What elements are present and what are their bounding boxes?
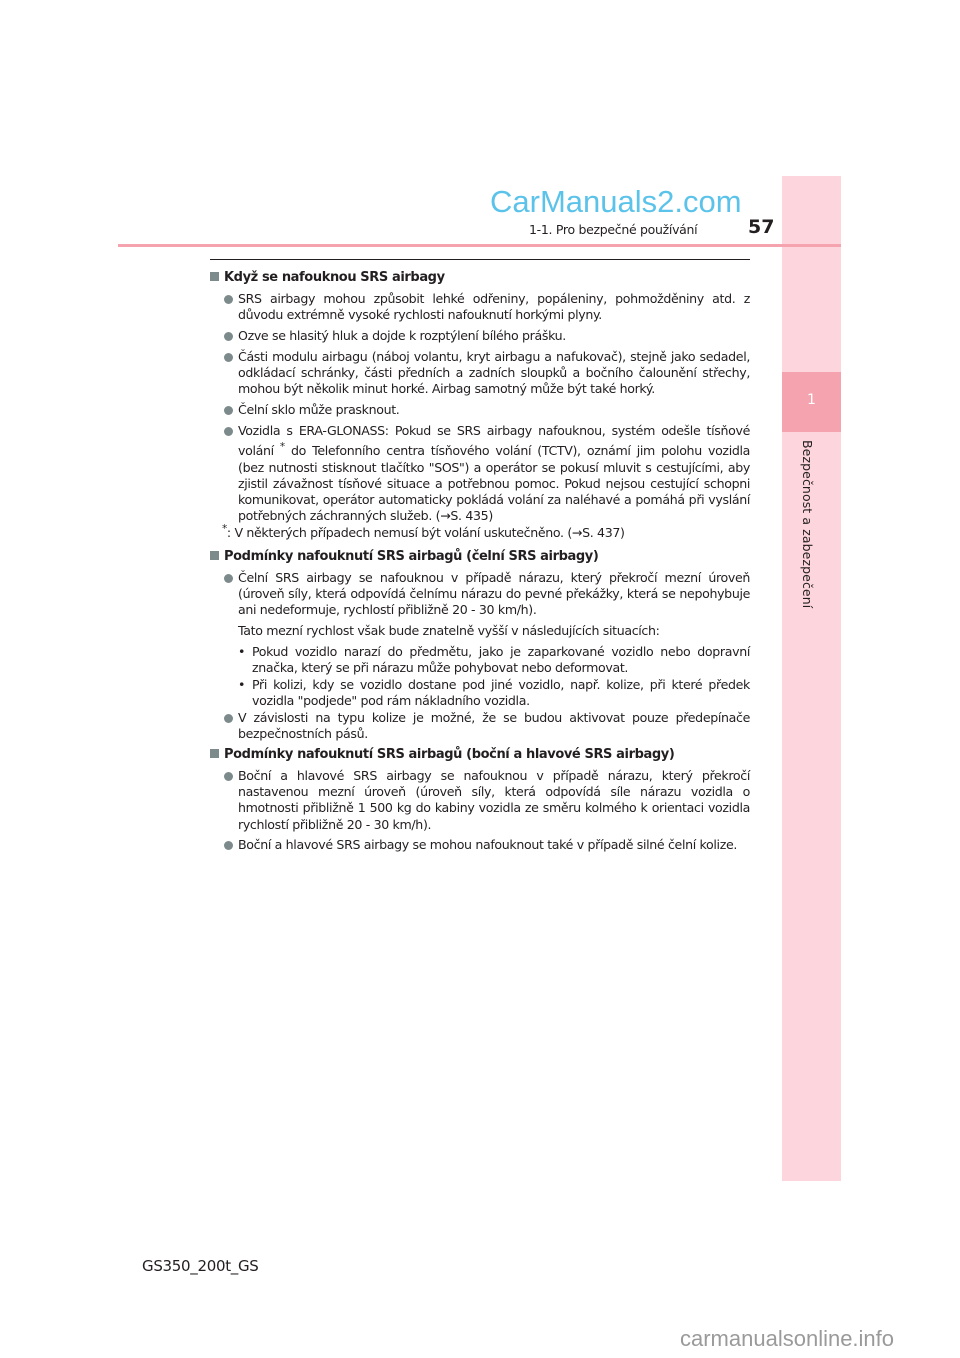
bullet-item [238, 710, 750, 742]
sub-item [238, 677, 750, 709]
heading [210, 270, 750, 285]
bullet-item [238, 291, 750, 323]
bullet-icon [224, 714, 233, 723]
section-title: 1-1. Pro bezpečné používání [529, 222, 698, 237]
bullet-text: Ozve se hlasitý hluk a dojde k rozptýlení bílého prášku. [238, 328, 566, 343]
bullet-text: SRS airbagy mohou způsobit lehké odřeniny, popáleniny, pohmožděniny atd. z důvodu extrémně vysoké rychlosti nafouknutí horkými plyny. [238, 291, 750, 323]
sub-item [238, 644, 750, 676]
bullet-item [238, 349, 750, 398]
sub-text: Pokud vozidlo narazí do předmětu, jako je zaparkované vozidlo nebo dopravní značka, který se při nárazu může pohybovat nebo deformovat. [252, 644, 750, 676]
sub-bullet: • [238, 644, 246, 659]
footnote-text: : V některých případech nemusí být volání uskutečněno. (→S. 437) [226, 525, 625, 541]
content-rule [210, 259, 750, 260]
bullet-icon [224, 406, 233, 415]
heading-text: Podmínky nafouknutí SRS airbagů (boční a hlavové SRS airbagy) [224, 747, 675, 762]
bullet-item [238, 402, 750, 418]
bullet-icon [224, 574, 233, 583]
square-bullet-icon [210, 749, 219, 758]
square-bullet-icon [210, 272, 219, 281]
bullet-text: Čelní SRS airbagy se nafouknou v případě nárazu, který překročí mezní úroveň (úroveň síly, která odpovídá čelnímu nárazu do pevné překážky, která se nepohybuje ani nedeformuje, rychlostí přibližně 20 - 30 km/h). [238, 570, 750, 618]
bullet-text: Čelní sklo může prasknout. [238, 402, 400, 417]
paragraph: Tato mezní rychlost však bude znatelně vyšší v následujících situacích: [238, 623, 660, 638]
bullet-text: Vozidla s ERA-GLONASS: Pokud se SRS airbagy nafouknou, systém odešle tísňové volání [238, 423, 750, 459]
sub-text: Při kolizi, kdy se vozidlo dostane pod jiné vozidlo, např. kolize, při které předek vozidla "podjede" pod rám nákladního vozidla. [252, 677, 750, 709]
bullet-icon [224, 353, 233, 362]
bullet-text: Boční a hlavové SRS airbagy se nafouknou v případě nárazu, který překročí nastavenou mezní úroveň (úroveň síly, která odpovídá síle nárazu vozidla o hmotnosti přibližně 1 500 kg do kabiny vozidla ze směru kolmého k orientaci vozidla rychlostí přibližně 20 - 30 km/h). [238, 768, 750, 832]
bullet-text: Části modulu airbagu (náboj volantu, kryt airbagu a nafukovač), stejně jako sedadel, odkládací schránky, části předních a zadních sloupků a bočního čalounění střechy, mohou být několik minut horké. Airbag samotný může být také horký. [238, 349, 750, 397]
bullet-icon [224, 427, 233, 436]
bullet-item [238, 423, 750, 524]
heading [210, 549, 750, 564]
bullet-icon [224, 841, 233, 850]
footnote-ref: * [279, 441, 285, 454]
chapter-title: Bezpečnost a zabezpečení [800, 440, 815, 609]
bullet-icon [224, 772, 233, 781]
bullet-text: V závislosti na typu kolize je možné, že se budou aktivovat pouze předepínače bezpečnostních pásů. [238, 710, 750, 742]
sub-bullet: • [238, 677, 246, 692]
watermark-logo: CarManuals2.com [490, 184, 742, 219]
bullet-text: Boční a hlavové SRS airbagy se mohou nafouknout také v případě silné čelní kolize. [238, 837, 738, 852]
model-footer: GS350_200t_GS [142, 1257, 259, 1275]
footnote-mark: * [222, 523, 227, 535]
bullet-icon [224, 295, 233, 304]
chapter-sidebar [782, 176, 841, 1181]
page-number: 57 [748, 216, 775, 238]
bullet-item [238, 328, 750, 344]
watermark-link[interactable]: carmanualsonline.info [680, 1326, 895, 1351]
bullet-item [238, 837, 750, 853]
heading-text: Podmínky nafouknutí SRS airbagů (čelní SRS airbagy) [224, 549, 599, 564]
heading [210, 747, 750, 762]
bullet-text: do Telefonního centra tísňového volání (TCTV), oznámí jim polohu vozidla (bez nutnosti stisknout tlačítko "SOS") a operátor se pokusí mluvit s cestujícími, aby zjistil závažnost tísňové situace a potřebnou pomoc. Pokud nejsou cestující schopni komunikovat, operátor automaticky pokládá volání za naléhavé a pomáhá při vyslání potřebných záchranných služeb. (→S. 435) [238, 443, 751, 524]
bullet-item [238, 570, 750, 619]
chapter-tab[interactable]: 1 [782, 372, 841, 432]
bullet-icon [224, 332, 233, 341]
bullet-item [238, 768, 750, 833]
heading-text: Když se nafouknou SRS airbagy [224, 270, 445, 285]
header-divider [118, 244, 841, 247]
footnote [222, 523, 752, 540]
square-bullet-icon [210, 551, 219, 560]
